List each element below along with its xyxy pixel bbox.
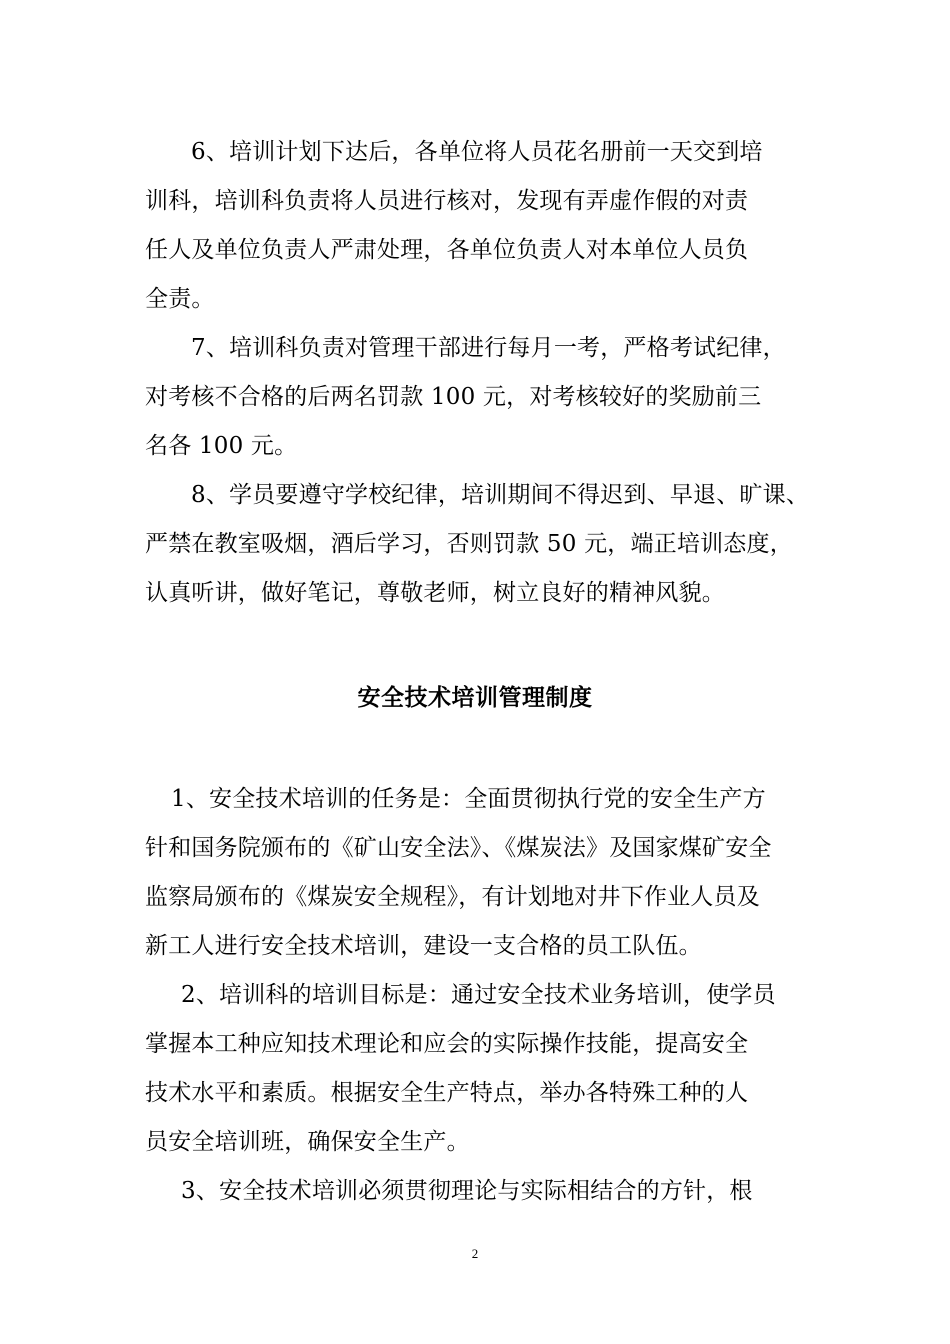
paragraph-item-3 [145, 1167, 815, 1216]
page-number: 2 [471, 1246, 479, 1261]
paragraph-item-7 [145, 324, 815, 471]
text-line: 严禁在教室吸烟，酒后学习，否则罚款 50 元，端正培训态度， [145, 531, 793, 557]
text-line: 对考核不合格的后两名罚款 100 元，对考核较好的奖励前三 [145, 384, 762, 410]
paragraph-item-1 [145, 775, 815, 971]
text-line: 6、培训计划下达后，各单位将人员花名册前一天交到培 [191, 139, 763, 165]
text-line: 训科，培训科负责将人员进行核对，发现有弄虚作假的对责 [145, 188, 749, 214]
text-line: 7、培训科负责对管理干部进行每月一考，严格考试纪律， [191, 335, 786, 361]
paragraph-item-2 [145, 971, 815, 1167]
text-line: 任人及单位负责人严肃处理，各单位负责人对本单位人员负 [145, 237, 749, 263]
paragraph-item-6 [145, 128, 815, 324]
text-line: 8、学员要遵守学校纪律，培训期间不得迟到、早退、旷课、 [191, 482, 810, 508]
text-line: 员安全培训班，确保安全生产。 [145, 1129, 470, 1155]
text-line: 认真听讲，做好笔记，尊敬老师，树立良好的精神风貌。 [145, 580, 725, 606]
paragraph-item-8 [145, 471, 815, 618]
text-line: 针和国务院颁布的《矿山安全法》、《煤炭法》及国家煤矿安全 [145, 835, 772, 861]
text-line: 名各 100 元。 [145, 433, 298, 459]
text-line: 全责。 [145, 286, 215, 312]
rules-section-continued [145, 128, 815, 618]
text-line: 掌握本工种应知技术理论和应会的实际操作技能，提高安全 [145, 1031, 749, 1057]
text-line: 3、安全技术培训必须贯彻理论与实际相结合的方针，根 [181, 1178, 753, 1204]
text-line: 2、培训科的培训目标是：通过安全技术业务培训，使学员 [181, 982, 776, 1008]
section-title: 安全技术培训管理制度 [357, 684, 593, 711]
text-line: 监察局颁布的《煤炭安全规程》，有计划地对井下作业人员及 [145, 884, 760, 910]
text-line: 新工人进行安全技术培训，建设一支合格的员工队伍。 [145, 933, 702, 959]
safety-training-rules-section [145, 775, 815, 1216]
text-line: 技术水平和素质。根据安全生产特点，举办各特殊工种的人 [145, 1080, 749, 1106]
text-line: 1、安全技术培训的任务是：全面贯彻执行党的安全生产方 [171, 786, 766, 812]
